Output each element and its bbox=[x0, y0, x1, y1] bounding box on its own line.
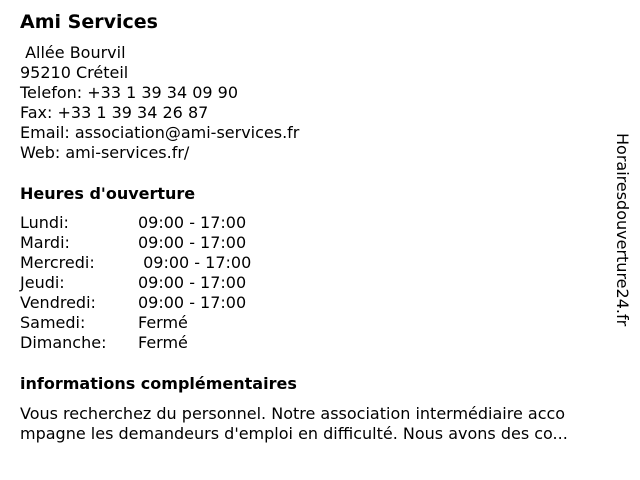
hours-row-samedi bbox=[20, 313, 251, 333]
hours-row-jeudi bbox=[20, 273, 251, 293]
website: Web: ami-services.fr/ bbox=[20, 143, 190, 162]
hours-row-lundi bbox=[20, 213, 251, 233]
fax-number: Fax: +33 1 39 34 26 87 bbox=[20, 103, 209, 122]
day-hours: Fermé bbox=[138, 313, 188, 332]
day-hours: Fermé bbox=[138, 333, 188, 352]
day-hours: 09:00 - 17:00 bbox=[138, 253, 252, 272]
city-postal: 95210 Créteil bbox=[20, 63, 129, 82]
hours-table bbox=[20, 213, 251, 353]
day-label: Lundi: bbox=[20, 213, 69, 232]
hours-row-dimanche bbox=[20, 333, 251, 353]
site-watermark bbox=[612, 133, 632, 373]
day-label: Dimanche: bbox=[20, 333, 107, 352]
hours-row-vendredi bbox=[20, 293, 251, 313]
info-line: Vous recherchez du personnel. Notre association intermédiaire acco bbox=[20, 404, 566, 423]
info-description bbox=[20, 404, 620, 444]
day-label: Samedi: bbox=[20, 313, 86, 332]
day-hours: 09:00 - 17:00 bbox=[138, 213, 247, 232]
street-address: Allée Bourvil bbox=[20, 43, 126, 62]
day-hours: 09:00 - 17:00 bbox=[138, 293, 247, 312]
email-address: Email: association@ami-services.fr bbox=[20, 123, 300, 142]
info-heading: informations complémentaires bbox=[20, 374, 297, 393]
day-hours: 09:00 - 17:00 bbox=[138, 233, 247, 252]
hours-heading: Heures d'ouverture bbox=[20, 184, 196, 203]
contact-block bbox=[20, 43, 299, 163]
business-name: Ami Services bbox=[20, 11, 158, 33]
info-line: mpagne les demandeurs d'emploi en difficulté. Nous avons des co... bbox=[20, 424, 568, 443]
day-label: Mercredi: bbox=[20, 253, 95, 272]
hours-row-mardi bbox=[20, 233, 251, 253]
hours-row-mercredi bbox=[20, 253, 251, 273]
watermark-text: Horairesdouverture24.fr bbox=[613, 133, 632, 327]
day-label: Mardi: bbox=[20, 233, 70, 252]
day-label: Jeudi: bbox=[20, 273, 65, 292]
phone-number: Telefon: +33 1 39 34 09 90 bbox=[20, 83, 239, 102]
day-label: Vendredi: bbox=[20, 293, 96, 312]
day-hours: 09:00 - 17:00 bbox=[138, 273, 247, 292]
